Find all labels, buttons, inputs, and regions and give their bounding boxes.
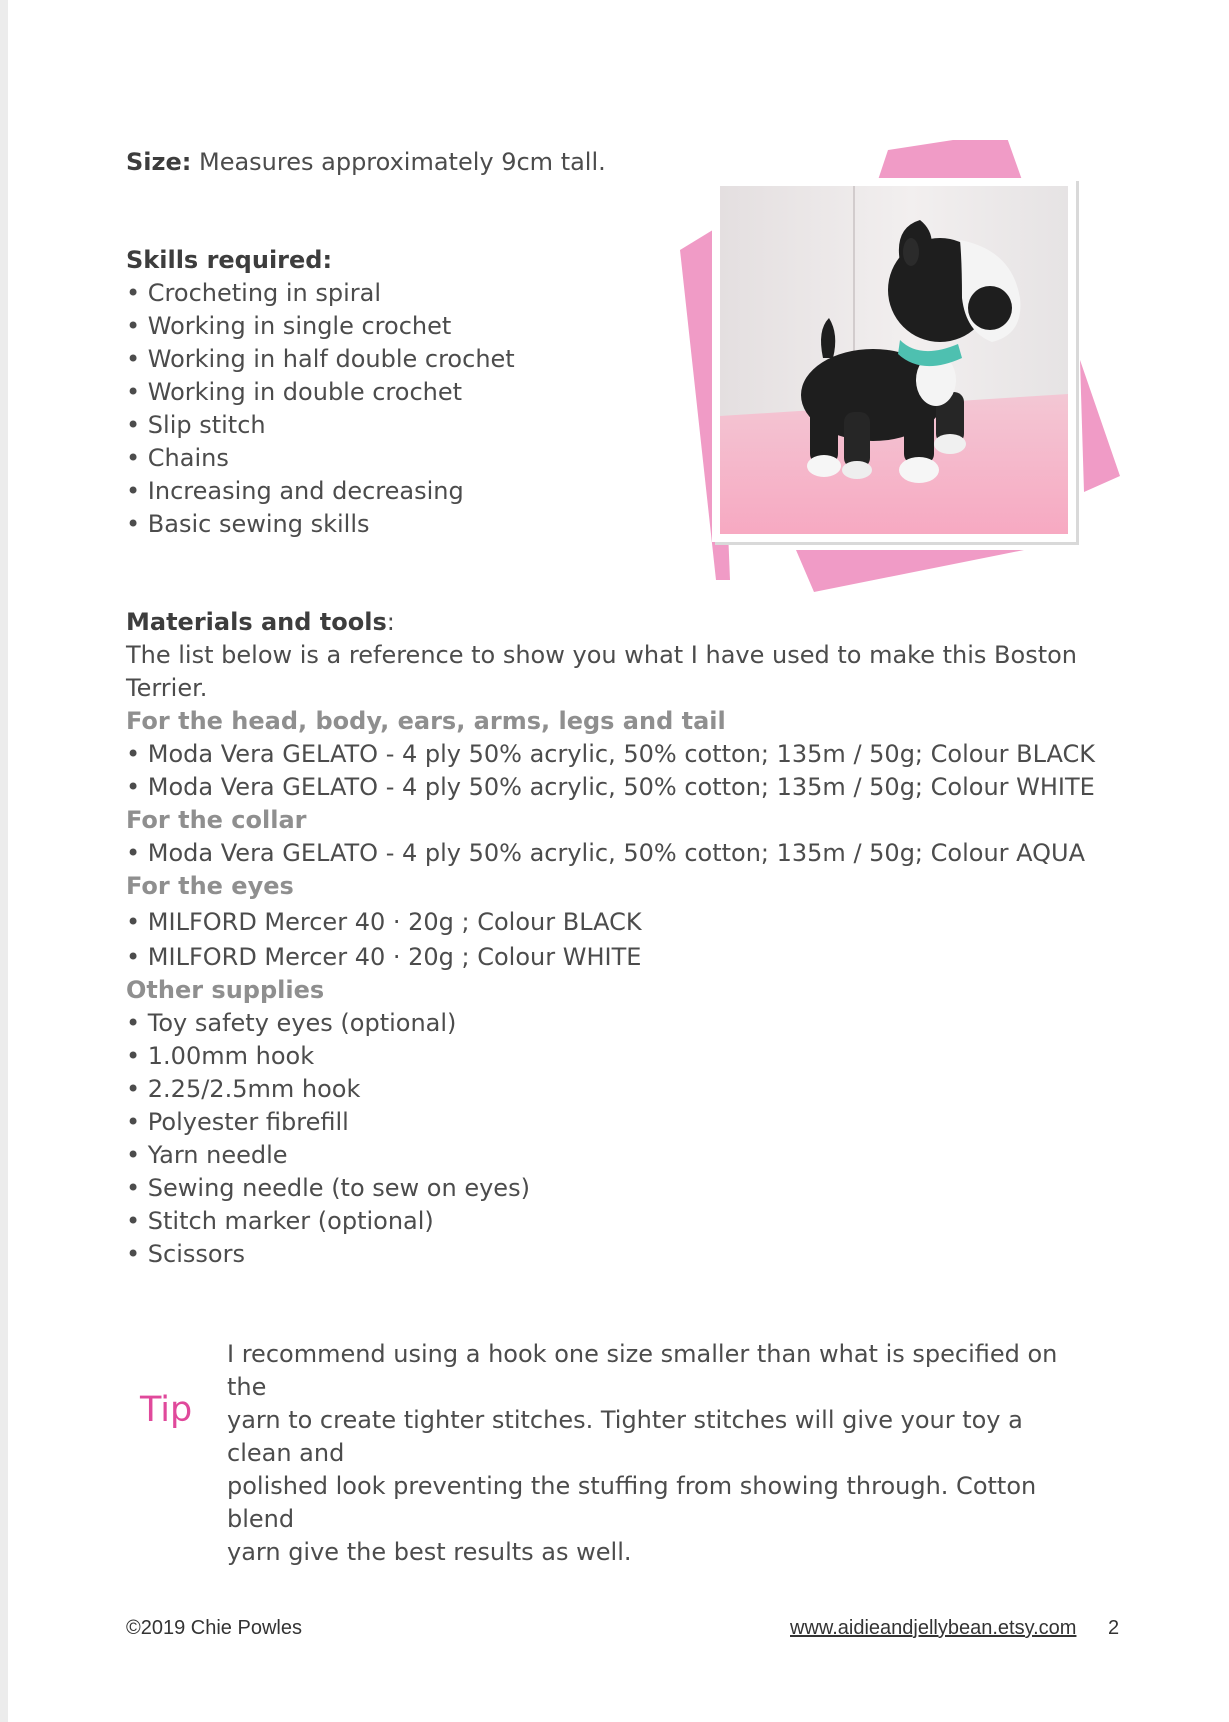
- tip-line: yarn to create tighter stitches. Tighter stitches will give your toy a clean and: [227, 1406, 1023, 1467]
- material-item: • MILFORD Mercer 40 · 20g ; Colour BLACK: [126, 908, 642, 936]
- material-item: • Stitch marker (optional): [126, 1207, 434, 1235]
- material-item: • Scissors: [126, 1240, 245, 1268]
- material-item: • Toy safety eyes (optional): [126, 1009, 457, 1037]
- material-item: • Moda Vera GELATO - 4 ply 50% acrylic, 50% cotton; 135m / 50g; Colour BLACK: [126, 740, 1096, 768]
- page-number: 2: [1108, 1617, 1120, 1639]
- material-item: • MILFORD Mercer 40 · 20g ; Colour WHITE: [126, 943, 642, 971]
- pink-shape-right: [1080, 360, 1120, 492]
- document-page: [8, 0, 1229, 1722]
- materials-intro-line2: Terrier.: [126, 674, 208, 702]
- materials-group-title: For the head, body, ears, arms, legs and tail: [126, 707, 726, 735]
- skill-item: • Working in half double crochet: [126, 345, 515, 373]
- tip-line: yarn give the best results as well.: [227, 1538, 632, 1566]
- pink-shape-top: [878, 140, 1022, 180]
- skill-item: • Working in double crochet: [126, 378, 463, 406]
- skill-item: • Crocheting in spiral: [126, 279, 382, 307]
- size-line: [126, 146, 606, 179]
- tip-line: I recommend using a hook one size smaller than what is specified on the: [227, 1340, 1058, 1401]
- tip-line: polished look preventing the stuffing from showing through. Cotton blend: [227, 1472, 1037, 1533]
- materials-heading-line: [126, 606, 395, 639]
- material-item: • Yarn needle: [126, 1141, 288, 1169]
- materials-heading: Materials and tools: [126, 608, 387, 636]
- materials-group-title: Other supplies: [126, 976, 325, 1004]
- size-label: Size:: [126, 148, 192, 176]
- material-item: • Polyester fibrefill: [126, 1108, 349, 1136]
- dog-photo: [668, 140, 1148, 600]
- skill-item: • Working in single crochet: [126, 312, 452, 340]
- product-photo-frame: [668, 140, 1148, 600]
- materials-intro-line1: The list below is a reference to show you what I have used to make this Boston: [126, 641, 1077, 669]
- footer-website-link[interactable]: www.aidieandjellybean.etsy.com: [790, 1617, 1077, 1639]
- skill-item: • Increasing and decreasing: [126, 477, 464, 505]
- material-item: • Moda Vera GELATO - 4 ply 50% acrylic, 50% cotton; 135m / 50g; Colour AQUA: [126, 839, 1086, 867]
- material-item: • 2.25/2.5mm hook: [126, 1075, 361, 1103]
- materials-group-title: For the eyes: [126, 872, 294, 900]
- skills-heading: Skills required:: [126, 246, 333, 274]
- material-item: • 1.00mm hook: [126, 1042, 315, 1070]
- pink-shape-bottom: [796, 550, 1024, 592]
- skill-item: • Chains: [126, 444, 229, 472]
- size-text: Measures approximately 9cm tall.: [191, 148, 606, 176]
- footer-copyright: ©2019 Chie Powles: [126, 1617, 302, 1639]
- materials-heading-colon: :: [386, 608, 395, 636]
- materials-group-title: For the collar: [126, 806, 307, 834]
- skill-item: • Basic sewing skills: [126, 510, 370, 538]
- tip-label: Tip: [140, 1390, 193, 1430]
- material-item: • Sewing needle (to sew on eyes): [126, 1174, 530, 1202]
- tip-text: [227, 1338, 1087, 1569]
- material-item: • Moda Vera GELATO - 4 ply 50% acrylic, 50% cotton; 135m / 50g; Colour WHITE: [126, 773, 1095, 801]
- skill-item: • Slip stitch: [126, 411, 266, 439]
